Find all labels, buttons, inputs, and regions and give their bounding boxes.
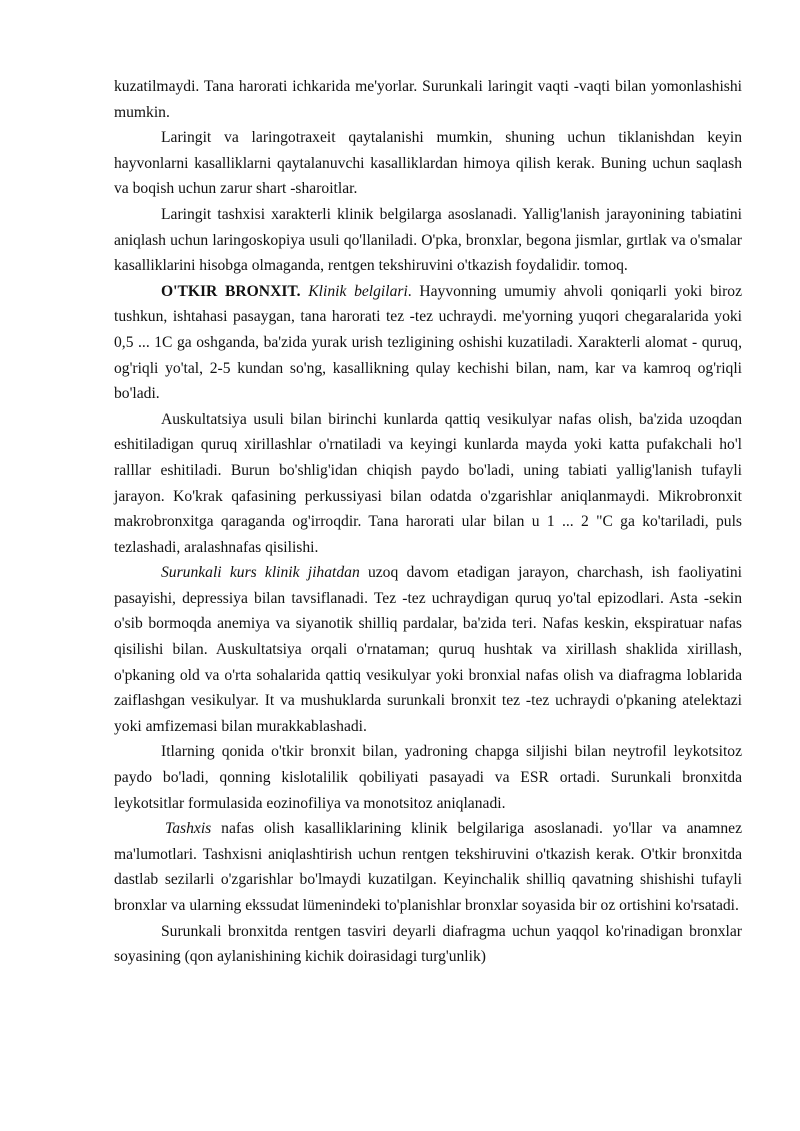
paragraph-9: Surunkali bronxitda rentgen tasviri deyarli diafragma uchun yaqqol ko'rinadigan bronxlar soyasining (qon aylanishining kichik doirasidagi turg'unlik)	[114, 922, 742, 966]
paragraph-chronic-course	[114, 560, 742, 739]
paragraph-4-text: . Hayvonning umumiy ahvoli qoniqarli yoki biroz tushkun, ishtahasi pasaygan, tana harorati tez -tez uchraydi. me'yorning yuqori chegaralarida yoki 0,5 ... 1C ga oshganda, ba'zida yurak urish tezligining oshishi kuzatiladi. Xarakterli alomat - quruq, og'riqli yo'tal, 2-5 kundan so'ng, kasallikning qulay kechishi bilan, nam, kar va kamroq og'riqli bo'ladi.	[114, 282, 742, 403]
paragraph-2: Laringit va laringotraxeit qaytalanishi mumkin, shuning uchun tiklanishdan keyin hayvonlarni kasalliklarni qaytalanuvchi kasalliklardan himoya qilish kerak. Buning uchun saqlash va boqish uchun zarur shart -sharoitlar.	[114, 129, 742, 198]
paragraph-1: kuzatilmaydi. Tana harorati ichkarida me'yorlar. Surunkali laringit vaqti -vaqti bilan yomonlashishi mumkin.	[114, 78, 742, 121]
paragraph-6-text: uzoq davom etadigan jarayon, charchash, ish faoliyatini pasayishi, depressiya bilan tavsiflanadi. Tez -tez uchraydigan quruq yo'tal epizodlari. Asta -sekin o'sib bormoqda anemiya va siyanotik shilliq pardalar, ba'zida teri. Nafas keskin, ekspiratuar nafas qisilishi bilan. Auskultatsiya orqali o'rnataman; quruq hushtak va xirillash shaklida xirillash, o'pkaning old va o'rta sohalarida qattiq vesikulyar yoki bronxial nafas olish va diafragma loblarida zaiflashgan vesikulyar. It va mushuklarda surunkali bronxit tez -tez uchraydi o'pkaning atelektazi yoki amfizemasi bilan murakkablashadi.	[114, 564, 742, 735]
subheading-diagnosis: Tashxis	[165, 820, 212, 838]
subheading-chronic-course: Surunkali kurs klinik jihatdan	[161, 564, 360, 582]
paragraph-5: Auskultatsiya usuli bilan birinchi kunlarda qattiq vesikulyar nafas olish, ba'zida uzoqdan eshitiladigan quruq xirillashlar o'rnatiladi va keyingi kunlarda mayda yoki katta pufakchali ho'l ralllar eshitiladi. Burun bo'shlig'idan chiqish paydo bo'ladi, uning tabiati yallig'lanish tufayli jarayon. Ko'krak qafasining perkussiyasi bilan odatda o'zgarishlar aniqlanmaydi. Mikrobronxit makrobronxitga qaraganda og'irroqdir. Tana harorati ular bilan u 1 ... 2 "C ga ko'tariladi, puls tezlashadi, aralashnafas qisilishi.	[114, 410, 742, 556]
subheading-clinical-signs: Klinik belgilari	[308, 282, 408, 300]
paragraph-8-text: nafas olish kasalliklarining klinik belgilariga asoslanadi. yo'llar va anamnez ma'lumotlari. Tashxisni aniqlashtirish uchun rentgen tekshiruvini o'tkazish kerak. O'tkir bronxitda dastlab sezilarli o'zgarishlar bo'lmaydi kuzatilgan. Keyinchalik shilliq qavatning shishishi tufayli bronxlar va ularning ekssudat lümenindeki to'planishlar bronxlar soyasida bir oz ortishini ko'rsatadi.	[114, 820, 742, 914]
document-page	[114, 74, 742, 970]
paragraph-acute-bronchitis	[114, 279, 742, 407]
paragraph-diagnosis	[114, 816, 742, 918]
paragraph-7: Itlarning qonida o'tkir bronxit bilan, yadroning chapga siljishi bilan neytrofil leykotsitoz paydo bo'ladi, qonning kislotalilik qobiliyati pasayadi va ESR ortadi. Surunkali bronxitda leykotsitlar formulasida eozinofiliya va monotsitoz aniqlanadi.	[114, 743, 742, 812]
paragraph-3: Laringit tashxisi xarakterli klinik belgilarga asoslanadi. Yallig'lanish jarayonining tabiatini aniqlash uchun laringoskopiya usuli qo'llaniladi. O'pka, bronxlar, begona jismlar, gırtlak va o'smalar kasalliklarini hisobga olmaganda, rentgen tekshiruvini o'tkazish foydalidir. tomoq.	[114, 205, 742, 275]
section-heading-acute-bronchitis: O'TKIR BRONXIT.	[161, 282, 301, 300]
